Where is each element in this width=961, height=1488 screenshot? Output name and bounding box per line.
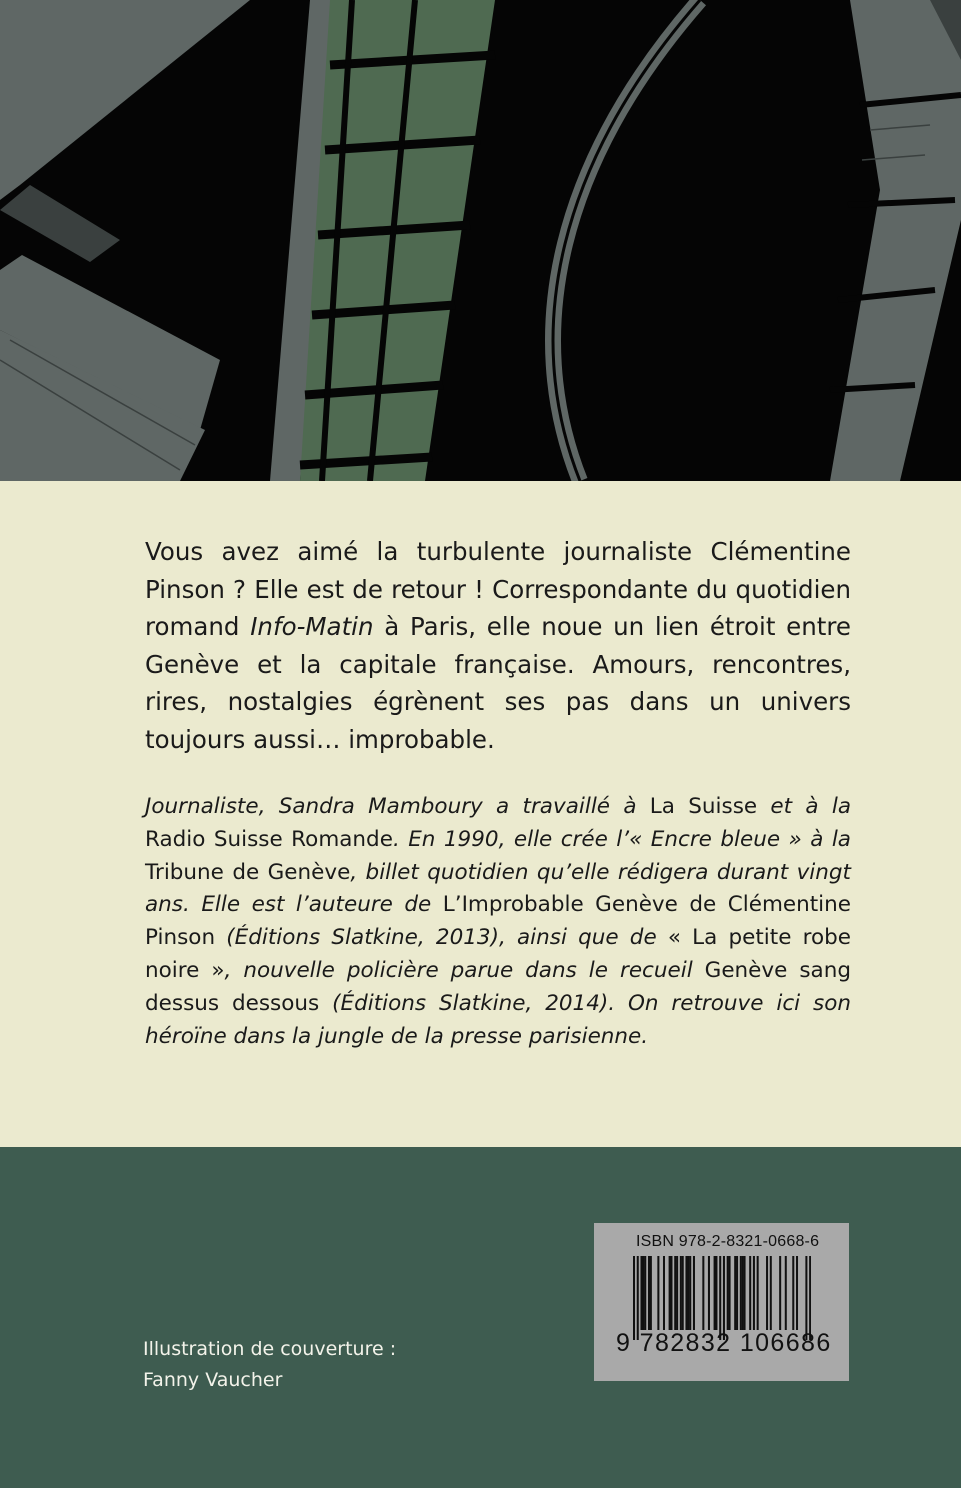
bio-text-3: . En 1990, elle crée l’« Encre bleue » à la	[392, 826, 851, 852]
barcode-bar	[633, 1256, 635, 1340]
barcode-bar	[648, 1256, 650, 1330]
credit-label: Illustration de couverture :	[143, 1338, 397, 1360]
barcode-bar	[715, 1256, 717, 1330]
back-cover-footer	[0, 1147, 961, 1488]
barcode-bar	[644, 1256, 646, 1330]
barcode-bar	[719, 1256, 721, 1340]
barcode-bar	[669, 1256, 671, 1330]
isbn-barcode	[594, 1223, 849, 1381]
barcode-bar	[749, 1256, 751, 1330]
barcode-bar	[727, 1256, 729, 1330]
bio-text-4: , billet quotidien qu’elle rédigera durant vingt ans. Elle est l’auteure de	[145, 859, 851, 918]
barcode-bar	[670, 1256, 672, 1330]
barcode-bar	[663, 1256, 665, 1330]
barcode-bar	[744, 1256, 746, 1330]
barcode-bar	[736, 1256, 738, 1330]
author-bio-paragraph	[145, 791, 851, 1053]
bio-title-la-suisse: La Suisse	[649, 794, 758, 819]
illustration-credit	[143, 1334, 396, 1396]
barcode-bar	[785, 1256, 787, 1330]
bio-text-6: , nouvelle policière parue dans le recueil	[224, 957, 705, 983]
barcode-bar	[674, 1256, 676, 1330]
barcode-bar	[805, 1256, 807, 1340]
bio-title-improbable: L’Improbable Genève de Clémentine Pinson	[145, 892, 851, 951]
barcode-bar	[792, 1256, 794, 1330]
barcode-bar	[689, 1256, 691, 1330]
barcode-bar	[734, 1256, 736, 1330]
credit-artist: Fanny Vaucher	[143, 1369, 283, 1391]
barcode-bar	[693, 1256, 695, 1330]
barcode-bar	[753, 1256, 755, 1330]
newspaper-title: Info-Matin	[250, 612, 374, 642]
barcode-bar	[682, 1256, 684, 1330]
barcode-bar	[796, 1256, 798, 1330]
barcode-bar	[779, 1256, 781, 1330]
barcode-bar	[757, 1256, 759, 1330]
barcode-bar	[657, 1256, 659, 1330]
text-panel	[0, 481, 961, 1147]
barcode-bar	[685, 1256, 687, 1330]
bio-text-5: (Éditions Slatkine, 2013), ainsi que de	[215, 925, 668, 951]
barcode-bars	[633, 1256, 811, 1340]
bio-text-2: et à la	[757, 794, 851, 819]
blurb-paragraph	[145, 533, 851, 759]
barcode-bar	[687, 1256, 689, 1330]
barcode-bar	[809, 1256, 811, 1340]
bio-title-robe-noire: « La petite robe noire »	[145, 925, 851, 983]
blurb-text-1: Vous avez aimé la turbulente journaliste Clémentine Pinson ? Elle est de retour ! Correspondante du quotidien romand	[145, 537, 851, 642]
barcode-bar	[676, 1256, 678, 1330]
barcode-bar	[723, 1256, 725, 1340]
barcode-bar	[642, 1256, 644, 1330]
isbn-label: ISBN 978-2-8321-0668-6	[636, 1233, 820, 1250]
bio-title-tribune: Tribune de Genève	[145, 859, 351, 885]
barcode-bar	[770, 1256, 772, 1330]
barcode-bar	[680, 1256, 682, 1330]
bio-title-radio: Radio Suisse Romande	[145, 826, 393, 852]
barcode-bar	[702, 1256, 704, 1330]
bio-text-1: Journaliste, Sandra Mamboury a travaillé à	[145, 794, 650, 819]
barcode-bar	[740, 1256, 742, 1330]
barcode-bar	[729, 1256, 731, 1330]
barcode-bar	[766, 1256, 768, 1330]
barcode-bar	[637, 1256, 639, 1340]
barcode-bar	[650, 1256, 652, 1330]
ean-digits: 9 782832 106686	[616, 1329, 832, 1357]
blurb-text-2: à Paris, elle noue un lien étroit entre Genève et la capitale française. Amours, rencontres, rires, nostalgies égrènent ses pas dans un univers toujours aussi… improbable.	[145, 612, 851, 754]
cover-illustration	[0, 0, 961, 481]
barcode-bar	[640, 1256, 642, 1330]
barcode-bar	[714, 1256, 716, 1330]
bio-title-sang-dessus: Genève sang dessus dessous	[145, 957, 851, 1016]
abstract-glass-roof-drawing	[0, 0, 961, 481]
bio-text-7: (Éditions Slatkine, 2014). On retrouve ici son héroïne dans la jungle de la presse parisienne.	[145, 990, 851, 1049]
barcode-bar	[708, 1256, 710, 1330]
barcode-bar	[742, 1256, 744, 1330]
